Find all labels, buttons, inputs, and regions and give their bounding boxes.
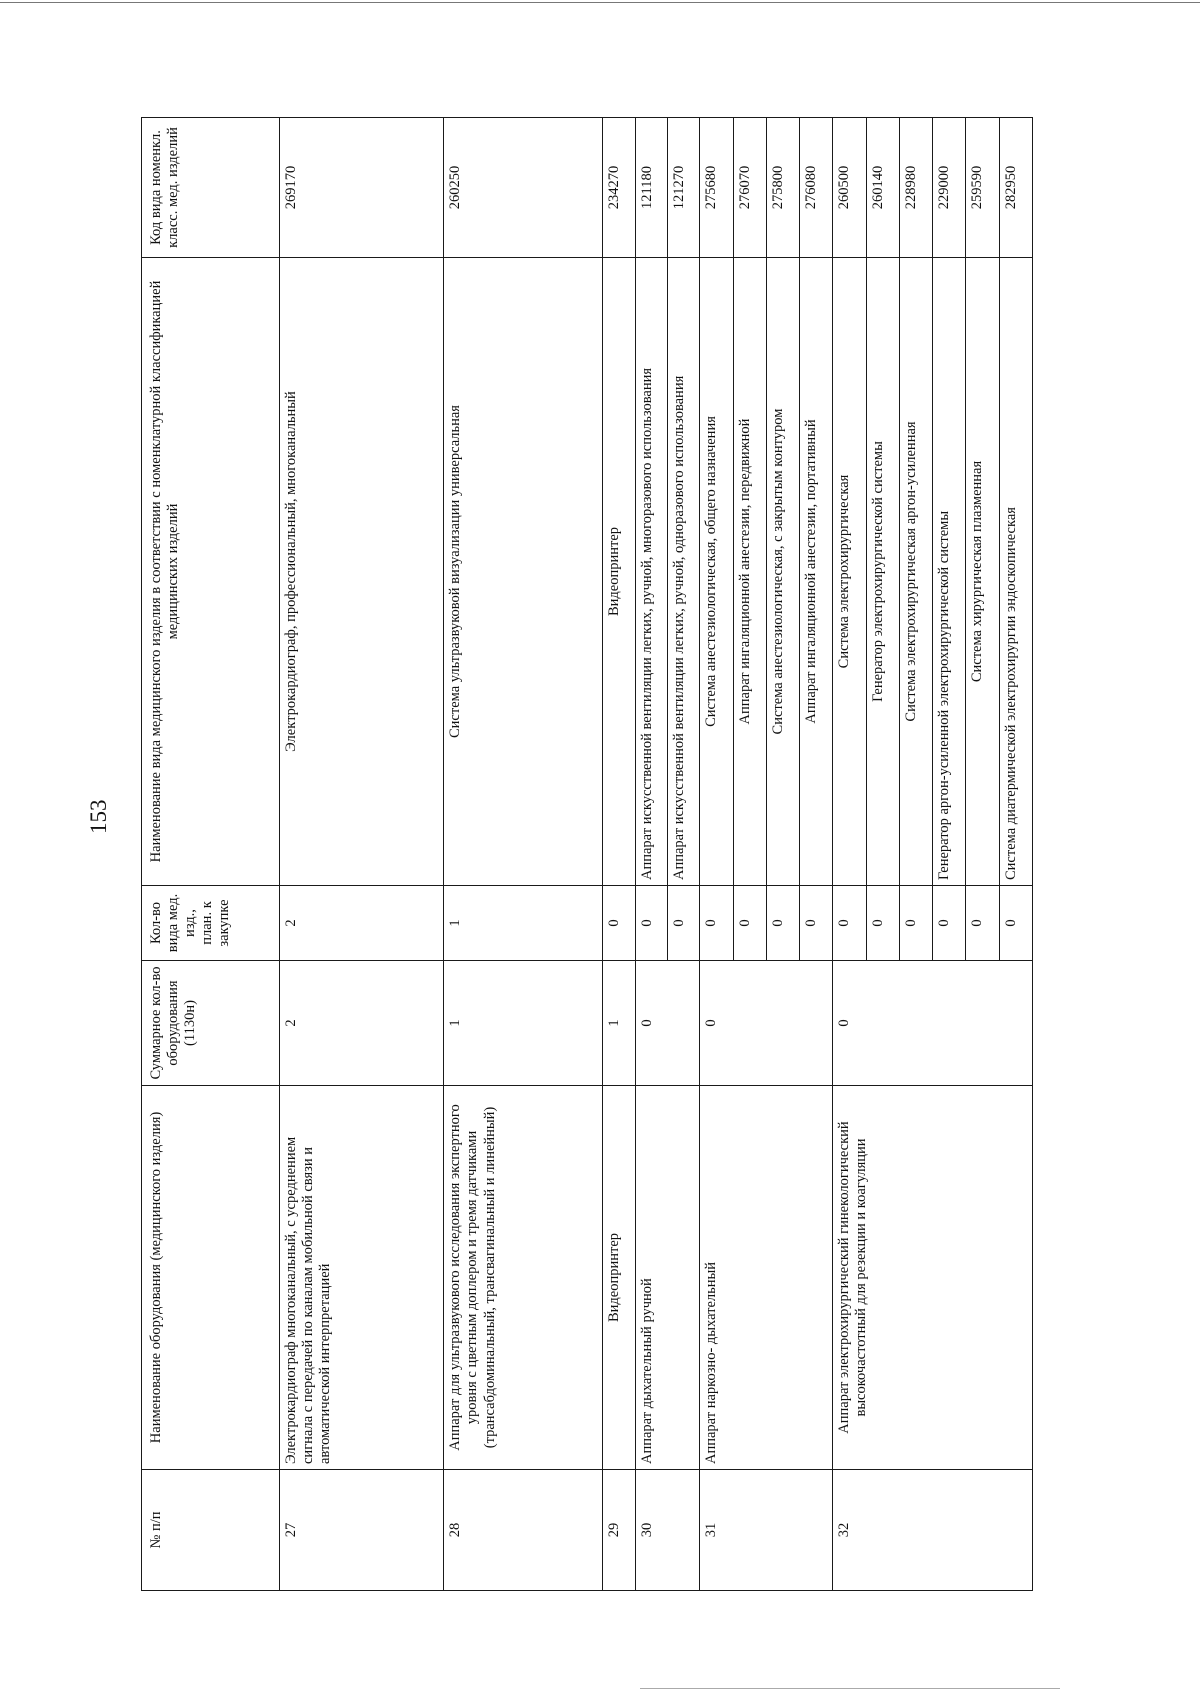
total-count: 1: [602, 961, 635, 1086]
device-type-code: 260140: [866, 118, 899, 258]
table-row: [280, 118, 444, 1591]
planned-count: 0: [999, 886, 1032, 961]
planned-count: 0: [833, 886, 866, 961]
device-type-name: Аппарат ингаляционной анестезии, передвижной: [733, 258, 766, 886]
device-type-code: 276080: [800, 118, 833, 258]
planned-count: 0: [635, 886, 667, 961]
planned-count: 0: [933, 886, 966, 961]
device-type-code: 275680: [700, 118, 733, 258]
device-type-name: Система хирургическая плазменная: [966, 258, 999, 886]
header-code: Код вида номенкл. класс. мед. изделий: [142, 118, 280, 258]
equipment-name: Аппарат наркозно- дыхательный: [700, 1086, 833, 1470]
device-type-code: 275800: [766, 118, 799, 258]
device-type-name: Система электрохирургическая: [833, 258, 866, 886]
device-type-name: Аппарат искусственной вентиляции легких, ручной, многоразового использования: [635, 258, 667, 886]
row-number: 30: [635, 1470, 700, 1591]
total-count: 0: [833, 961, 1033, 1086]
table-row: [444, 118, 602, 1591]
planned-count: 0: [800, 886, 833, 961]
header-device-type: Наименование вида медицинского изделия в соответствии с номенклатурной классификацией медицинских изделий: [142, 258, 280, 886]
planned-count: 0: [966, 886, 999, 961]
device-type-name: Генератор аргон-усиленной электрохирургической системы: [933, 258, 966, 886]
device-type-code: 229000: [933, 118, 966, 258]
planned-count: 0: [602, 886, 635, 961]
device-type-code: 228980: [899, 118, 932, 258]
device-type-code: 260500: [833, 118, 866, 258]
table-header-row: [142, 118, 280, 1591]
device-type-name: Система ультразвуковой визуализации универсальная: [444, 258, 602, 886]
device-type-name: Аппарат ингаляционной анестезии, портативный: [800, 258, 833, 886]
device-type-code: 259590: [966, 118, 999, 258]
equipment-name: Аппарат электрохирургический гинекологический высокочастотный для резекции и коагуляции: [833, 1086, 1033, 1470]
equipment-name: Аппарат дыхательный ручной: [635, 1086, 700, 1470]
total-count: 0: [700, 961, 833, 1086]
device-type-code: 276070: [733, 118, 766, 258]
device-type-name: Аппарат искусственной вентиляции легких, ручной, одноразового использования: [668, 258, 700, 886]
equipment-name: Электрокардиограф многоканальный, с усреднением сигнала с передачей по каналам мобильной связи и автоматической интерпретацией: [280, 1086, 444, 1470]
equipment-name: Аппарат для ультразвукового исследования экспертного уровня с цветным доплером и тремя датчиками (трансабдоминальный, трансвагинальный и линейный): [444, 1086, 602, 1470]
device-type-name: Система анестезиологическая, общего назначения: [700, 258, 733, 886]
row-number: 27: [280, 1470, 444, 1591]
row-number: 29: [602, 1470, 635, 1591]
row-number: 32: [833, 1470, 1033, 1591]
device-type-name: Система диатермической электрохирургии эндоскопическая: [999, 258, 1032, 886]
total-count: 1: [444, 961, 602, 1086]
device-type-name: Электрокардиограф, профессиональный, многоканальный: [280, 258, 444, 886]
device-type-name: Видеопринтер: [602, 258, 635, 886]
planned-count: 0: [866, 886, 899, 961]
table-row: [602, 118, 635, 1591]
row-number: 28: [444, 1470, 602, 1591]
equipment-table: [141, 117, 1033, 1591]
planned-count: 0: [668, 886, 700, 961]
table-row: [635, 118, 667, 1591]
device-type-code: 121180: [635, 118, 667, 258]
table-row: [833, 118, 866, 1591]
table-row: [700, 118, 733, 1591]
header-equipment: Наименование оборудования (медицинского изделия): [142, 1086, 280, 1470]
planned-count: 1: [444, 886, 602, 961]
planned-count: 0: [700, 886, 733, 961]
scan-edge-line: [0, 2, 1200, 3]
scan-edge-line: [640, 1688, 1060, 1689]
device-type-code: 260250: [444, 118, 602, 258]
device-type-code: 121270: [668, 118, 700, 258]
planned-count: 0: [899, 886, 932, 961]
device-type-code: 282950: [999, 118, 1032, 258]
device-type-name: Генератор электрохирургической системы: [866, 258, 899, 886]
header-planned: Кол-во вида мед. изд., план. к закупке: [142, 886, 280, 961]
total-count: 0: [635, 961, 700, 1086]
planned-count: 0: [766, 886, 799, 961]
device-type-name: Система анестезиологическая, с закрытым контуром: [766, 258, 799, 886]
device-type-code: 234270: [602, 118, 635, 258]
equipment-name: Видеопринтер: [602, 1086, 635, 1470]
planned-count: 2: [280, 886, 444, 961]
row-number: 31: [700, 1470, 833, 1591]
header-num: № п/п: [142, 1470, 280, 1591]
device-type-code: 269170: [280, 118, 444, 258]
page-number: 153: [86, 799, 111, 834]
total-count: 2: [280, 961, 444, 1086]
planned-count: 0: [733, 886, 766, 961]
equipment-table-container: [141, 118, 1033, 1591]
device-type-name: Система электрохирургическая аргон-усиленная: [899, 258, 932, 886]
header-total: Суммарное кол-во оборудования (1130н): [142, 961, 280, 1086]
